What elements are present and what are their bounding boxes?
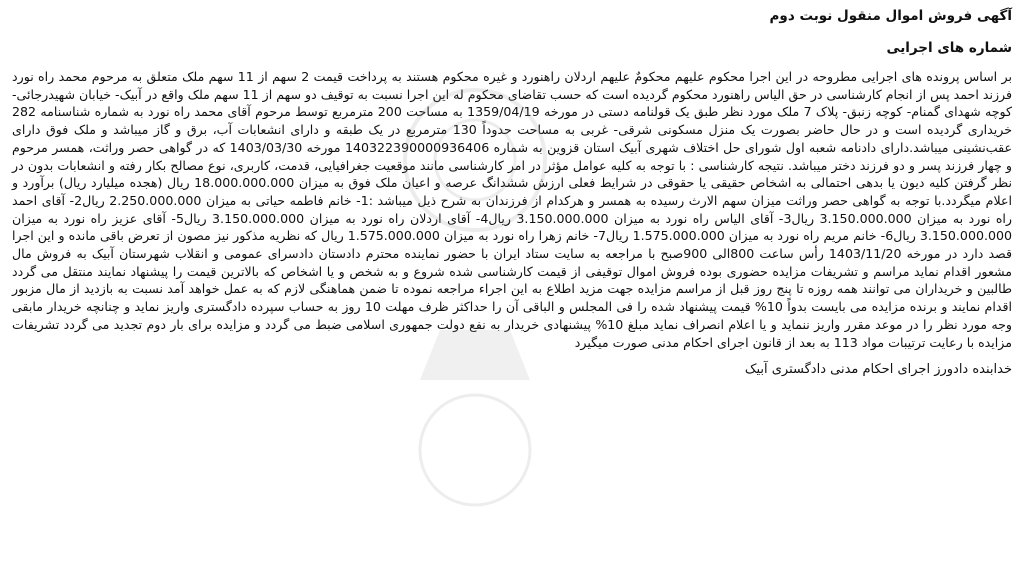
execution-numbers-heading: شماره های اجرایی [886,40,1012,56]
notice-title: آگهی فروش اموال منقول نوبت دوم [769,8,1012,24]
notice-body: بر اساس پرونده های اجرایی مطروحه در این اجرا محکوم علیهم محکومٌ علیهم اردلان راهنورد و غیره محکوم هستند به پرداخت قیمت 2 سهم از 11 سهم ملک متعلق به مرحوم محمد راه نورد فرزند احمد پس از انجام کارشناسی در حق الیاس راهنورد محکوم گردیده است که حسب تقاضای محکوم له این اجرا نسبت به توقیف دو سهم از 11 سهم ملک واقع در آبیک- خیابان شهیدرجائی- کوچه شهدای گمنام- کوچه زنبق- پلاک 7 ملک مورد نظر طبق یک قولنامه دستی در مورخه 1359/04/19 به مساحت 200 مترمربع توسط مرحوم آقای محمد راه نورد به شماره شناسنامه 282 خریداری گردیده است و در حال حاضر بصورت یک منزل مسکونی شرقی- غربی به مساحت حدوداً 130 مترمربع در یک طبقه و دارای انشعابات آب، برق و گاز میباشد و ملک فوق دارای عقب‌نشینی میباشد.دارای دادنامه شعبه اول شورای حل اختلاف شهری آبیک استان قزوین به شماره 140322390000936406 مورخه 1403/03/30 که در گواهی حصر وراثت، همسر مرحوم و چهار فرزند پسر و دو فرزند دختر میباشد. نتیجه کارشناسی : با توجه به کلیه عوامل مؤثر در امر کارشناسی مانند موقعیت جغرافیایی، قدمت، کاربری، نوع مصالح بکار رفته و انشعابات بدون در نظر گرفتن کلیه دیون یا بدهی احتمالی به اشخاص حقیقی یا حقوقی در شرایط فعلی ارزش ششدانگ عرصه و اعیان ملک فوق به میزان 18.000.000.000 ریال (هجده میلیارد ریال) برآورد و اعلام میگردد.با توجه به گواهی حصر وراثت میزان سهم الارث رسیده به همسر و هرکدام از فرزندان به شرح ذیل میباشد :1- خانم فاطمه حیاتی به میزان 2.250.000.000 ریال2- آقای احمد راه نورد به میزان 3.150.000.000 ریال3- آقای الیاس راه نورد به میزان 3.150.000.000 ریال4- آقای اردلان راه نورد به میزان 3.150.000.000 ریال5- آقای عزیز راه نورد به میزان 3.150.000.000 ریال6- خانم مریم راه نورد به میزان 1.575.000.000 ریال7- خانم زهرا راه نورد به میزان 1.575.000.000 ریال که نظریه مذکور نیز مصون از تعرض باقی مانده و این اجرا قصد دارد در مورخه 1403/11/20 رأس ساعت 800الی 900صبح با مراجعه به سایت ستاد ایران با حضور نماینده محترم دادستان دادسرای عمومی و انقلاب شهرستان آبیک به فروش مال مشعور اقدام نماید مراسم و تشریفات مزایده حضوری بوده فروش اموال توقیفی از قیمت کارشناسی شده شروع و به شخص و یا اشخاص که بالاترین قیمت را پیشنهاد نمایند منتقل می گردد طالبین و خریداران می توانند همه روزه تا پنج روز قبل از مراسم مزایده جهت مزید اطلاع به این اجراء مراجعه نموده تا ضمن هماهنگی لازم که به عمل خواهد آمد نسبت به بازدید از مال مزبور اقدام نمایند و برنده مزایده می بایست بدواً 10% قیمت پیشنهاد شده را فی المجلس و الباقی آن را حداکثر ظرف مهلت 10 روز به حساب سپرده دادگستری واریز نماید و چنانچه خریدار مابقی وجه مورد نظر را در موعد مقرر واریز ننماید و یا اعلام انصراف نماید مبلغ 10% پیشنهادی خریدار به نفع دولت جمهوری اسلامی ضبط می گردد و مزایده برای بار دوم تجدید می گردد تشریفات مزایده با رعایت ترتیبات مواد 113 به بعد از قانون اجرای احکام مدنی صورت میگیرد [12,69,1013,350]
signature-line: خدابنده دادورز اجرای احکام مدنی دادگستری آبیک [744,362,1012,378]
